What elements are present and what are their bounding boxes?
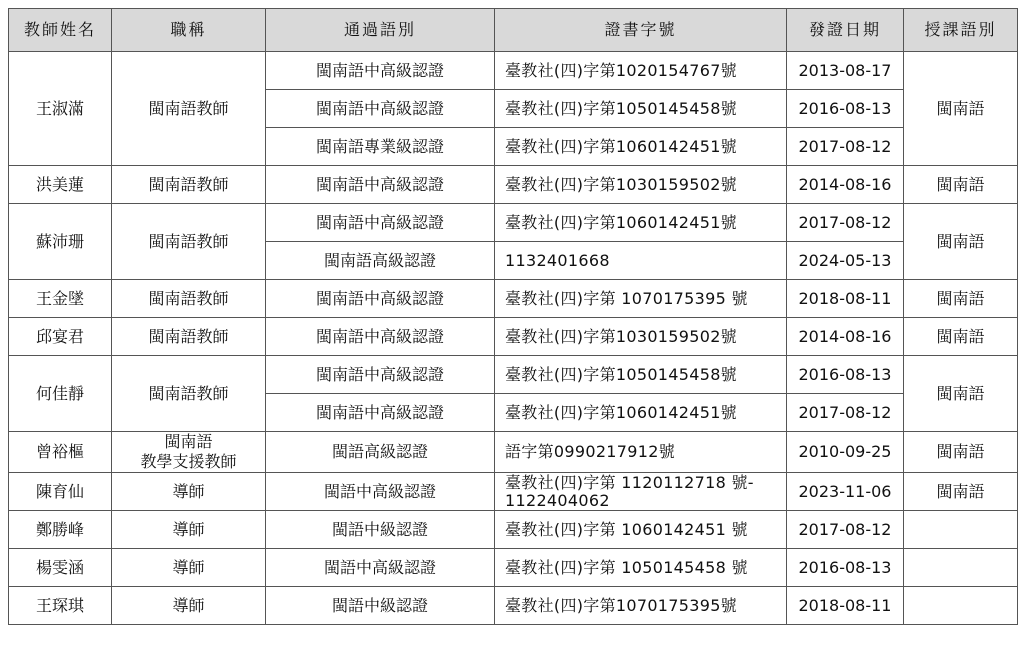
job-title-text: 閩南語教師 <box>148 174 229 194</box>
teaching-language-cell: 閩南語 <box>904 204 1018 280</box>
table-header <box>9 9 1018 52</box>
issue-date-cell: 2017-08-12 <box>787 128 904 166</box>
teacher-name-cell: 鄭勝峰 <box>9 511 112 549</box>
job-title-text: 閩南語教師 <box>148 383 229 403</box>
issue-date-cell: 2023-11-06 <box>787 473 904 511</box>
teacher-name-cell: 王淑滿 <box>9 52 112 166</box>
passed-language-cell: 閩南語高級認證 <box>266 242 495 280</box>
certificate-number-cell: 臺教社(四)字第1020154767號 <box>495 52 787 90</box>
certificate-number-cell: 臺教社(四)字第1030159502號 <box>495 166 787 204</box>
issue-date-cell: 2018-08-11 <box>787 280 904 318</box>
job-title-text: 閩南語教師 <box>148 288 229 308</box>
job-title-text: 教學支援教師 <box>140 452 237 471</box>
issue-date-cell: 2017-08-12 <box>787 511 904 549</box>
teaching-language-cell <box>904 587 1018 625</box>
issue-date-cell: 2017-08-12 <box>787 204 904 242</box>
job-title-cell <box>112 52 266 166</box>
teaching-language-cell <box>904 549 1018 587</box>
issue-date-cell: 2013-08-17 <box>787 52 904 90</box>
teacher-name-cell: 曾裕樞 <box>9 432 112 473</box>
teaching-language-cell: 閩南語 <box>904 280 1018 318</box>
table-row <box>9 280 1018 318</box>
job-title-cell <box>112 356 266 432</box>
issue-date-cell: 2016-08-13 <box>787 356 904 394</box>
passed-language-cell: 閩南語中高級認證 <box>266 318 495 356</box>
header-passed-language: 通過語別 <box>266 9 495 52</box>
job-title-cell <box>112 511 266 549</box>
passed-language-cell: 閩南語中高級認證 <box>266 394 495 432</box>
passed-language-cell: 閩語中級認證 <box>266 511 495 549</box>
table-row <box>9 204 1018 242</box>
passed-language-cell: 閩語中級認證 <box>266 587 495 625</box>
passed-language-cell: 閩南語中高級認證 <box>266 356 495 394</box>
certificate-number-cell: 1132401668 <box>495 242 787 280</box>
table-row <box>9 356 1018 394</box>
job-title-cell <box>112 166 266 204</box>
issue-date-cell: 2014-08-16 <box>787 166 904 204</box>
teacher-name-cell: 楊雯涵 <box>9 549 112 587</box>
teaching-language-cell <box>904 511 1018 549</box>
certificate-number-cell: 臺教社(四)字第 1060142451 號 <box>495 511 787 549</box>
teacher-name-cell: 邱宴君 <box>9 318 112 356</box>
job-title-text: 導師 <box>172 519 205 539</box>
table-row <box>9 52 1018 90</box>
header-row <box>9 9 1018 52</box>
job-title-text: 閩南語教師 <box>148 231 229 251</box>
job-title-text: 導師 <box>172 595 205 615</box>
certificate-number-cell: 臺教社(四)字第1070175395號 <box>495 587 787 625</box>
certificate-number-cell: 臺教社(四)字第 1050145458 號 <box>495 549 787 587</box>
table-row <box>9 511 1018 549</box>
certificate-number-cell: 臺教社(四)字第1060142451號 <box>495 128 787 166</box>
table-row <box>9 432 1018 473</box>
job-title-cell <box>112 549 266 587</box>
teaching-language-cell: 閩南語 <box>904 473 1018 511</box>
table-row <box>9 549 1018 587</box>
teacher-certification-table <box>8 8 1018 625</box>
teacher-name-cell: 王琛琪 <box>9 587 112 625</box>
teaching-language-cell: 閩南語 <box>904 166 1018 204</box>
header-issue-date: 發證日期 <box>787 9 904 52</box>
passed-language-cell: 閩南語中高級認證 <box>266 166 495 204</box>
passed-language-cell: 閩南語中高級認證 <box>266 90 495 128</box>
issue-date-cell: 2024-05-13 <box>787 242 904 280</box>
teaching-language-cell: 閩南語 <box>904 318 1018 356</box>
passed-language-cell: 閩語中高級認證 <box>266 473 495 511</box>
table-row <box>9 473 1018 511</box>
job-title-text: 導師 <box>172 557 205 577</box>
table-row <box>9 318 1018 356</box>
teacher-name-cell: 洪美蓮 <box>9 166 112 204</box>
certificate-number-cell: 臺教社(四)字第1060142451號 <box>495 394 787 432</box>
issue-date-cell: 2016-08-13 <box>787 90 904 128</box>
header-teacher-name: 教師姓名 <box>9 9 112 52</box>
passed-language-cell: 閩南語中高級認證 <box>266 204 495 242</box>
header-certificate-number: 證書字號 <box>495 9 787 52</box>
header-teaching-language: 授課語別 <box>904 9 1018 52</box>
job-title-cell <box>112 204 266 280</box>
certificate-number-cell: 臺教社(四)字第1050145458號 <box>495 90 787 128</box>
job-title-text: 閩南語 <box>164 432 213 451</box>
certificate-number-cell: 臺教社(四)字第1030159502號 <box>495 318 787 356</box>
teaching-language-cell: 閩南語 <box>904 52 1018 166</box>
certificate-number-cell: 臺教社(四)字第 1120112718 號- 1122404062 <box>495 473 787 511</box>
certificate-number-cell: 臺教社(四)字第 1070175395 號 <box>495 280 787 318</box>
passed-language-cell: 閩語高級認證 <box>266 432 495 473</box>
job-title-cell <box>112 473 266 511</box>
header-job-title: 職稱 <box>112 9 266 52</box>
table-row <box>9 166 1018 204</box>
job-title-cell <box>112 318 266 356</box>
teacher-name-cell: 陳育仙 <box>9 473 112 511</box>
issue-date-cell: 2016-08-13 <box>787 549 904 587</box>
issue-date-cell: 2018-08-11 <box>787 587 904 625</box>
certificate-number-cell: 語字第0990217912號 <box>495 432 787 473</box>
certificate-number-cell: 臺教社(四)字第1060142451號 <box>495 204 787 242</box>
job-title-cell <box>112 587 266 625</box>
issue-date-cell: 2017-08-12 <box>787 394 904 432</box>
teacher-name-cell: 蘇沛珊 <box>9 204 112 280</box>
job-title-text: 閩南語教師 <box>148 98 229 118</box>
teaching-language-cell: 閩南語 <box>904 432 1018 473</box>
table-row <box>9 587 1018 625</box>
passed-language-cell: 閩語中高級認證 <box>266 549 495 587</box>
passed-language-cell: 閩南語專業級認證 <box>266 128 495 166</box>
teaching-language-cell: 閩南語 <box>904 356 1018 432</box>
issue-date-cell: 2014-08-16 <box>787 318 904 356</box>
teacher-name-cell: 何佳靜 <box>9 356 112 432</box>
certificate-number-cell: 臺教社(四)字第1050145458號 <box>495 356 787 394</box>
job-title-text: 閩南語教師 <box>148 326 229 346</box>
passed-language-cell: 閩南語中高級認證 <box>266 280 495 318</box>
job-title-text: 導師 <box>172 481 205 501</box>
job-title-cell <box>112 432 266 473</box>
job-title-cell <box>112 280 266 318</box>
teacher-name-cell: 王金墜 <box>9 280 112 318</box>
table-body <box>9 52 1018 625</box>
issue-date-cell: 2010-09-25 <box>787 432 904 473</box>
passed-language-cell: 閩南語中高級認證 <box>266 52 495 90</box>
